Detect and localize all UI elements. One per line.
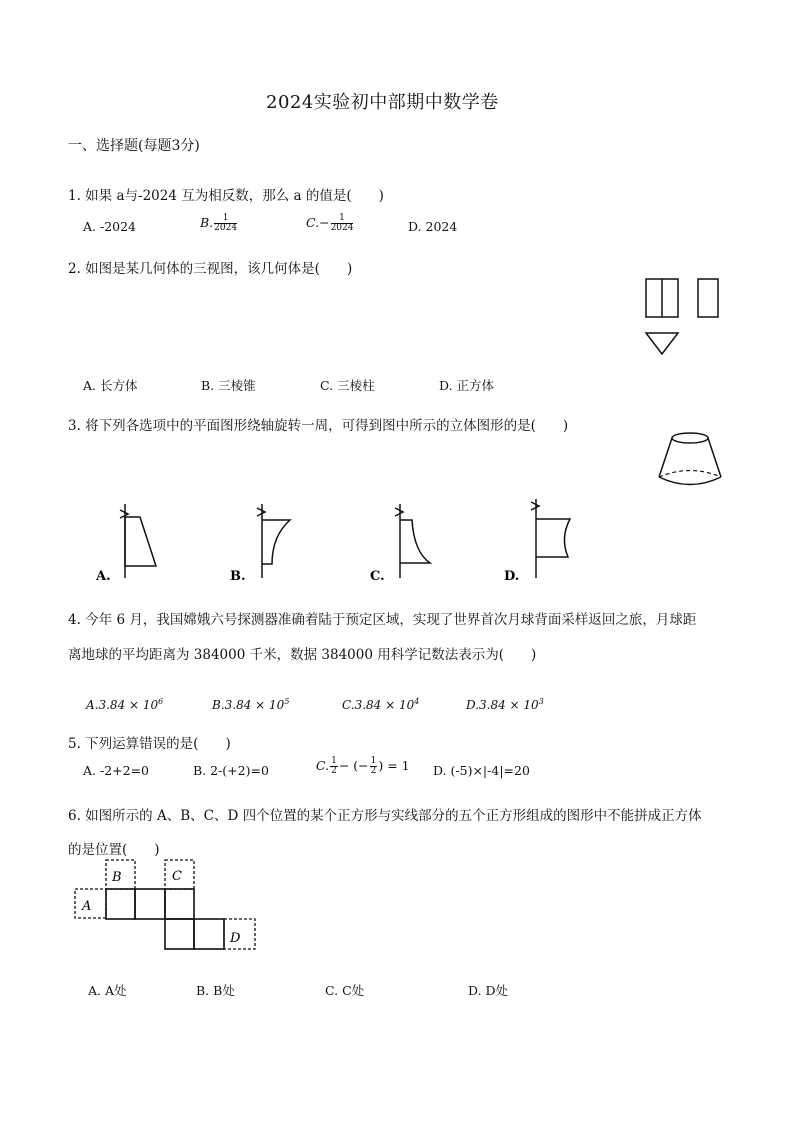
- q3-label-c: C.: [370, 569, 385, 584]
- fig-label-a: A: [82, 899, 92, 914]
- q6-option-d: D. D处: [468, 983, 509, 998]
- q4-stem-line1: 4. 今年 6 月，我国嫦娥六号探测器准确着陆于预定区域，实现了世界首次月球背面采样返回之旅，月球距: [68, 612, 697, 628]
- q1-option-c: C.− $\frac{1}{2024}$: [306, 213, 354, 233]
- q6-stem-line2: 的是位置( ): [68, 842, 160, 858]
- q2-three-views-figure: [640, 275, 730, 360]
- top-view: [646, 333, 678, 354]
- q1-option-a: A. -2024: [83, 219, 137, 234]
- q6-option-a: A. A处: [88, 983, 127, 998]
- q3-option-c-figure: [366, 500, 446, 585]
- q4-option-a: $A.3.84 \times 10^6$: [86, 697, 164, 712]
- q6-stem-line1: 6. 如图所示的 A、B、C、D 四个位置的某个正方形与实线部分的五个正方形组成的图形中不能拼成正方体: [68, 808, 702, 824]
- q3-option-a-figure: [90, 500, 170, 585]
- side-view: [698, 279, 718, 317]
- q3-option-b-figure: [228, 500, 308, 585]
- q6-option-c: C. C处: [325, 983, 365, 998]
- q5-option-c: C. $\frac{1}{2}$ − (− $\frac{1}{2}$ ) = 1: [316, 756, 410, 776]
- q2-option-c: C. 三棱柱: [320, 378, 375, 393]
- fig-label-b: B: [112, 870, 122, 885]
- fig-label-d: D: [230, 931, 241, 946]
- q4-option-d: $D.3.84 \times 10^3$: [466, 697, 544, 712]
- q6-cube-net-figure: [70, 858, 265, 953]
- q5-stem: 5. 下列运算错误的是( ): [68, 736, 231, 752]
- q2-stem: 2. 如图是某几何体的三视图，该几何体是( ): [68, 261, 353, 277]
- section-heading: 一、选择题(每题3分): [68, 138, 200, 154]
- q3-frustum-figure: [655, 430, 725, 495]
- q1-option-d: D. 2024: [408, 219, 458, 234]
- q1-option-b: B. $\frac{1}{2024}$: [200, 213, 238, 233]
- q4-option-c: $C.3.84 \times 10^4$: [342, 697, 420, 712]
- q3-stem: 3. 将下列各选项中的平面图形绕轴旋转一周，可得到图中所示的立体图形的是( ): [68, 418, 569, 434]
- q3-label-a: A.: [96, 569, 111, 584]
- q6-option-b: B. B处: [196, 983, 235, 998]
- q5-option-d: D. (-5)×|-4|=20: [433, 763, 530, 778]
- page-title: 2024实验初中部期中数学卷: [266, 92, 499, 113]
- q3-label-d: D.: [504, 569, 520, 584]
- fig-label-c: C: [172, 869, 182, 884]
- q2-option-d: D. 正方体: [439, 378, 495, 393]
- q4-option-b: $B.3.84 \times 10^5$: [212, 697, 290, 712]
- q1-stem: 1. 如果 a与-2024 互为相反数，那么 a 的值是( ): [68, 188, 384, 204]
- q5-option-b: B. 2-(+2)=0: [193, 763, 269, 778]
- q4-stem-line2: 离地球的平均距离为 384000 千米，数据 384000 用科学记数法表示为( ): [68, 647, 537, 663]
- q3-label-b: B.: [230, 569, 246, 584]
- q2-option-b: B. 三棱锥: [201, 378, 256, 393]
- q2-option-a: A. 长方体: [83, 378, 138, 393]
- q5-option-a: A. -2+2=0: [83, 763, 150, 778]
- q3-option-d-figure: [502, 495, 582, 584]
